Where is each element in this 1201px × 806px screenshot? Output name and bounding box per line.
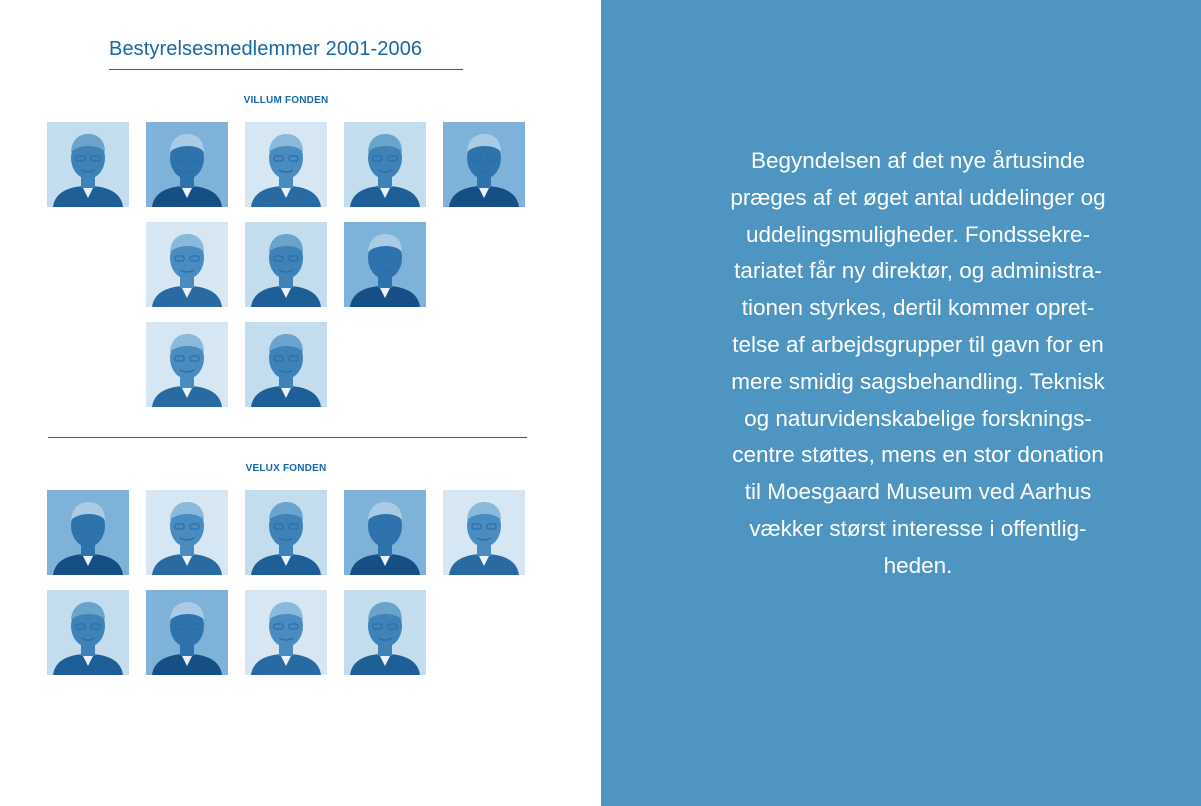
body-line: mere smidig sagsbehandling. Teknisk bbox=[731, 368, 1105, 394]
body-line: heden. bbox=[883, 552, 953, 578]
person-silhouette bbox=[344, 590, 426, 675]
title-underline bbox=[109, 69, 463, 70]
body-line: telse af arbejdsgrupper til gavn for en bbox=[732, 331, 1104, 357]
board-member-portrait bbox=[245, 222, 327, 307]
board-member-portrait bbox=[245, 122, 327, 207]
board-member-portrait bbox=[47, 490, 129, 575]
person-silhouette bbox=[245, 490, 327, 575]
board-member-portrait bbox=[344, 222, 426, 307]
board-member-portrait bbox=[344, 122, 426, 207]
section-label-villum: VILLUM FONDEN bbox=[243, 95, 329, 106]
person-silhouette bbox=[146, 222, 228, 307]
board-member-portrait bbox=[245, 590, 327, 675]
board-member-portrait bbox=[47, 122, 129, 207]
person-silhouette bbox=[47, 122, 129, 207]
section-label-velux: VELUX FONDEN bbox=[245, 463, 327, 474]
person-silhouette bbox=[146, 490, 228, 575]
person-silhouette bbox=[443, 490, 525, 575]
body-line: tionen styrkes, dertil kommer opret- bbox=[741, 295, 1095, 321]
board-member-portrait bbox=[344, 490, 426, 575]
person-silhouette bbox=[344, 222, 426, 307]
board-member-portrait bbox=[245, 490, 327, 575]
board-member-portrait bbox=[146, 222, 228, 307]
person-silhouette bbox=[443, 122, 525, 207]
body-line: vækker størst interesse i offentlig- bbox=[749, 515, 1087, 541]
body-line: til Moesgaard Museum ved Aarhus bbox=[744, 479, 1092, 505]
body-line: og naturvidenskabelige forsknings- bbox=[744, 405, 1092, 431]
body-line: præges af et øget antal uddelinger og bbox=[730, 184, 1106, 210]
board-member-portrait bbox=[146, 122, 228, 207]
body-line: Begyndelsen af det nye årtusinde bbox=[751, 148, 1085, 173]
board-member-portrait bbox=[443, 490, 525, 575]
person-silhouette bbox=[146, 322, 228, 407]
body-line: tariatet får ny direktør, og administra- bbox=[734, 258, 1102, 284]
person-silhouette bbox=[245, 122, 327, 207]
board-member-portrait bbox=[344, 590, 426, 675]
person-silhouette bbox=[245, 322, 327, 407]
board-member-portrait bbox=[443, 122, 525, 207]
person-silhouette bbox=[146, 590, 228, 675]
body-line: centre støttes, mens en stor donation bbox=[732, 442, 1104, 468]
section-divider bbox=[48, 437, 527, 438]
body-paragraph bbox=[690, 143, 1146, 585]
person-silhouette bbox=[146, 122, 228, 207]
board-member-portrait bbox=[245, 322, 327, 407]
person-silhouette bbox=[245, 590, 327, 675]
page-title: Bestyrelsesmedlemmer 2001-2006 bbox=[109, 38, 423, 60]
board-member-portrait bbox=[146, 322, 228, 407]
person-silhouette bbox=[47, 490, 129, 575]
board-member-portrait bbox=[146, 490, 228, 575]
person-silhouette bbox=[245, 222, 327, 307]
body-line: uddelingsmuligheder. Fondssekre- bbox=[746, 221, 1090, 247]
board-member-portrait bbox=[146, 590, 228, 675]
person-silhouette bbox=[344, 490, 426, 575]
person-silhouette bbox=[344, 122, 426, 207]
board-member-portrait bbox=[47, 590, 129, 675]
person-silhouette bbox=[47, 590, 129, 675]
